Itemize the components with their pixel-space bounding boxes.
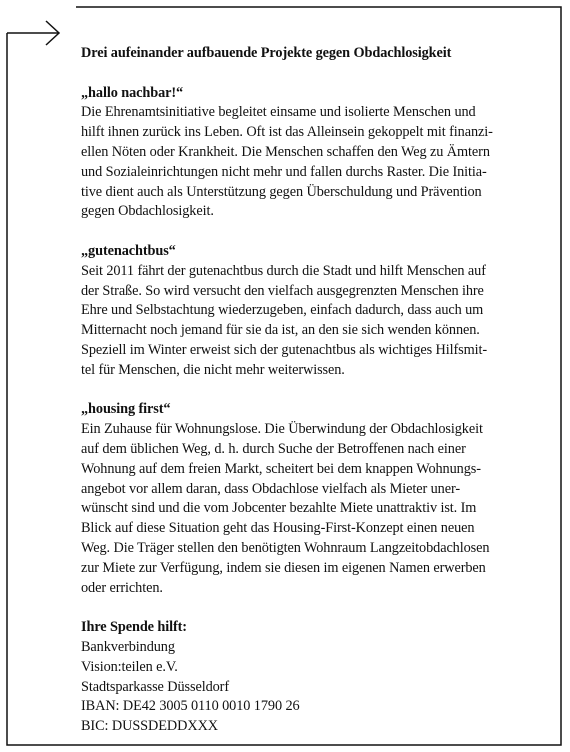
section-heading: „housing first“ — [81, 401, 171, 418]
arrow-right-icon — [7, 21, 59, 45]
document-title: Drei aufeinander aufbauende Projekte gegen Obdachlosigkeit — [81, 45, 452, 61]
section-text: Die Ehrenamtsinitiative begleitet einsame und isolierte Menschen und hilft ihnen zurück ins Leben. Oft ist das Alleinsein gekoppelt mit finanzi- ellen Nöten oder Krankheit. Die Menschen schaffen den Weg zu Ämtern und Sozialeinrichtungen nicht mehr und fallen durchs Raster. Die Initia- tive dient auch als Unterstützung gegen Überschuldung und Prävention gegen Obdachlosigkeit. — [81, 104, 493, 220]
bank-name: Stadtsparkasse Düsseldorf — [81, 678, 229, 695]
document-body — [81, 44, 551, 737]
section-text: Seit 2011 fährt der gutenachtbus durch die Stadt und hilft Menschen auf der Straße. So wird versucht den vielfach ausgegrenzten Menschen ihre Ehre und Selbstachtung wiederzugeben, einfach dadurch, dass auch um Mitternacht noch jemand für sie da ist, an den sie sich wenden können. Speziell im Winter erweist sich der gutenachtbus als wichtiges Hilfsmit- tel für Menschen, die nicht mehr weiterwissen. — [81, 262, 488, 378]
iban: IBAN: DE42 3005 0110 0010 1790 26 — [81, 698, 300, 715]
section-housing-first — [81, 400, 551, 598]
section-heading: „gutenachtbus“ — [81, 242, 176, 259]
donation-heading: Ihre Spende hilft: — [81, 619, 187, 636]
account-holder: Vision:teilen e.V. — [81, 658, 178, 675]
section-hallo-nachbar — [81, 84, 551, 223]
section-gutenachtbus — [81, 242, 551, 381]
donation-block — [81, 618, 551, 737]
bic: BIC: DUSSDEDDXXX — [81, 718, 219, 735]
section-text: Ein Zuhause für Wohnungslose. Die Überwindung der Obdachlosigkeit auf dem üblichen Weg, d. h. durch Suche der Betroffenen nach einer Wohnung auf dem freien Markt, scheitert bei dem knappen Wohnungs- angebot vor allem daran, dass Obdachlose vielfach als Mieter uner- wünscht sind und die vom Jobcenter bezahlte Miete unattraktiv ist. Im Blick auf diese Situation geht das Housing-First-Konzept einen neuen Weg. Die Träger stellen den benötigten Wohnraum Langzeitobdachlosen zur Miete zur Verfügung, indem sie diesen im eigenen Namen erwerben oder errichten. — [81, 421, 490, 596]
section-heading: „hallo nachbar!“ — [81, 84, 184, 101]
bank-label: Bankverbindung — [81, 638, 175, 655]
